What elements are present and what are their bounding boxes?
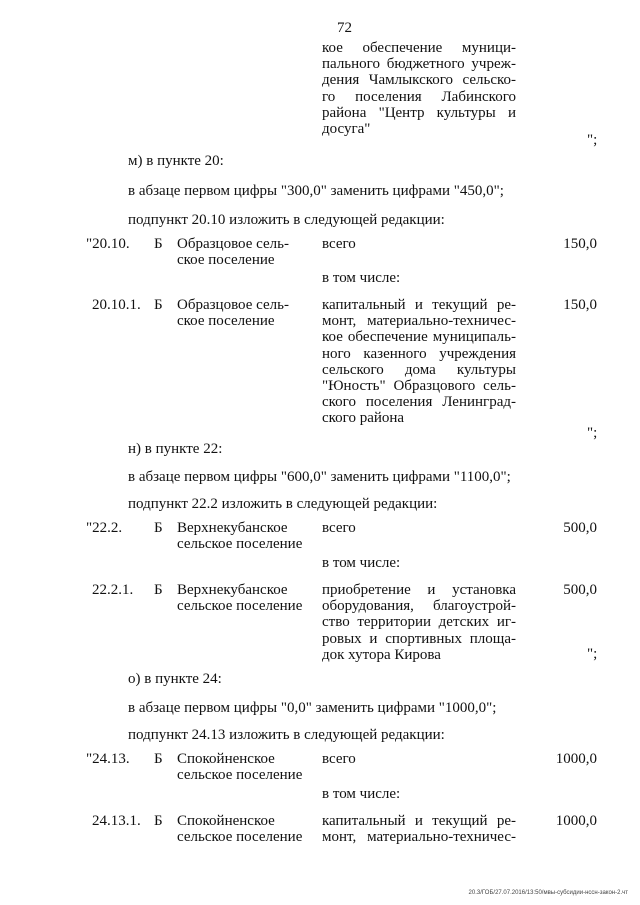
row-name [177,582,302,614]
closing-quote: "; [587,132,598,148]
row-description: всего [322,520,356,536]
row-category: Б [154,813,163,829]
desc-line: оборудования, благоустрой- [322,598,516,615]
section-o-heading: о) в пункте 24: [128,671,222,687]
name-line: Образцовое сель- [177,297,289,313]
including-label: в том числе: [322,270,401,286]
name-line: Спокойненское [177,813,275,829]
closing-quote: "; [587,425,598,441]
desc-line: "Юность" Образцового сель- [322,377,516,394]
name-line: сельское поселение [177,767,303,784]
name-line: сельское поселение [177,598,303,615]
row-description [322,297,516,427]
desc-line: дения Чамлыкского сельско- [322,72,516,89]
section-n-heading: н) в пункте 22: [128,441,223,457]
row-number: "22.2. [86,520,123,536]
desc-line: досуга" [322,120,371,137]
name-line: Образцовое сель- [177,236,289,252]
section-m-heading: м) в пункте 20: [128,153,224,169]
desc-line: капитальный и текущий ре- [322,297,516,313]
row-amount: 1000,0 [555,813,597,829]
including-label: в том числе: [322,786,401,802]
section-n-line1: в абзаце первом цифры "600,0" заменить цифрами "1100,0"; [128,469,511,485]
including-label: в том числе: [322,555,401,571]
row-amount: 500,0 [563,520,597,536]
desc-line: пального бюджетного учреж- [322,56,516,73]
desc-line: района "Центр культуры и [322,104,516,121]
page-number: 72 [337,20,352,36]
desc-line: монт, материально-техничес- [322,829,516,846]
desc-line: го поселения Лабинского [322,88,516,105]
row-description [322,582,516,663]
name-line: ское поселение [177,313,275,330]
closing-quote: "; [587,646,598,662]
name-line: ское поселение [177,252,275,269]
continued-description [322,40,516,137]
section-m-line1: в абзаце первом цифры "300,0" заменить цифрами "450,0"; [128,183,504,199]
row-amount: 500,0 [563,582,597,598]
row-amount: 1000,0 [555,751,597,767]
row-name [177,297,289,329]
desc-line: приобретение и установка [322,582,516,598]
row-name [177,813,302,845]
desc-line: ровых и спортивных площа- [322,630,516,647]
document-footer: 20.3/ГОБ/27.07.2016/13:50/мвы-субсидии-нссн-закон-2.чт [468,890,628,896]
row-name [177,520,302,552]
name-line: Верхнекубанское [177,582,288,598]
name-line: Спокойненское [177,751,275,767]
name-line: Верхнекубанское [177,520,288,536]
row-number: 24.13.1. [92,813,141,829]
desc-line: ского поселения Ленинград- [322,394,516,411]
row-category: Б [154,236,163,252]
row-description [322,813,516,845]
desc-line: ство территории детских иг- [322,614,516,631]
row-amount: 150,0 [563,236,597,252]
row-category: Б [154,297,163,313]
section-n-line2: подпункт 22.2 изложить в следующей редакции: [128,496,438,512]
row-category: Б [154,751,163,767]
section-m-line2: подпункт 20.10 изложить в следующей редакции: [128,212,445,228]
row-number: 22.2.1. [92,582,134,598]
name-line: сельское поселение [177,536,303,553]
row-amount: 150,0 [563,297,597,313]
row-category: Б [154,520,163,536]
section-o-line1: в абзаце первом цифры "0,0" заменить цифрами "1000,0"; [128,700,497,716]
row-number: "20.10. [86,236,130,252]
row-name [177,751,302,783]
desc-line: капитальный и текущий ре- [322,813,516,829]
row-category: Б [154,582,163,598]
desc-line: док хутора Кирова [322,646,441,663]
desc-line: монт, материально-техничес- [322,313,516,330]
name-line: сельское поселение [177,829,303,846]
section-o-line2: подпункт 24.13 изложить в следующей редакции: [128,727,445,743]
desc-line: ного казенного учреждения [322,345,516,362]
desc-line: сельского дома культуры [322,361,516,378]
row-number: "24.13. [86,751,130,767]
row-number: 20.10.1. [92,297,141,313]
row-description: всего [322,751,356,767]
desc-line: ского района [322,410,405,427]
desc-line: кое обеспечение муниципаль- [322,329,516,346]
desc-line: кое обеспечение муници- [322,40,516,56]
row-name [177,236,289,268]
row-description: всего [322,236,356,252]
